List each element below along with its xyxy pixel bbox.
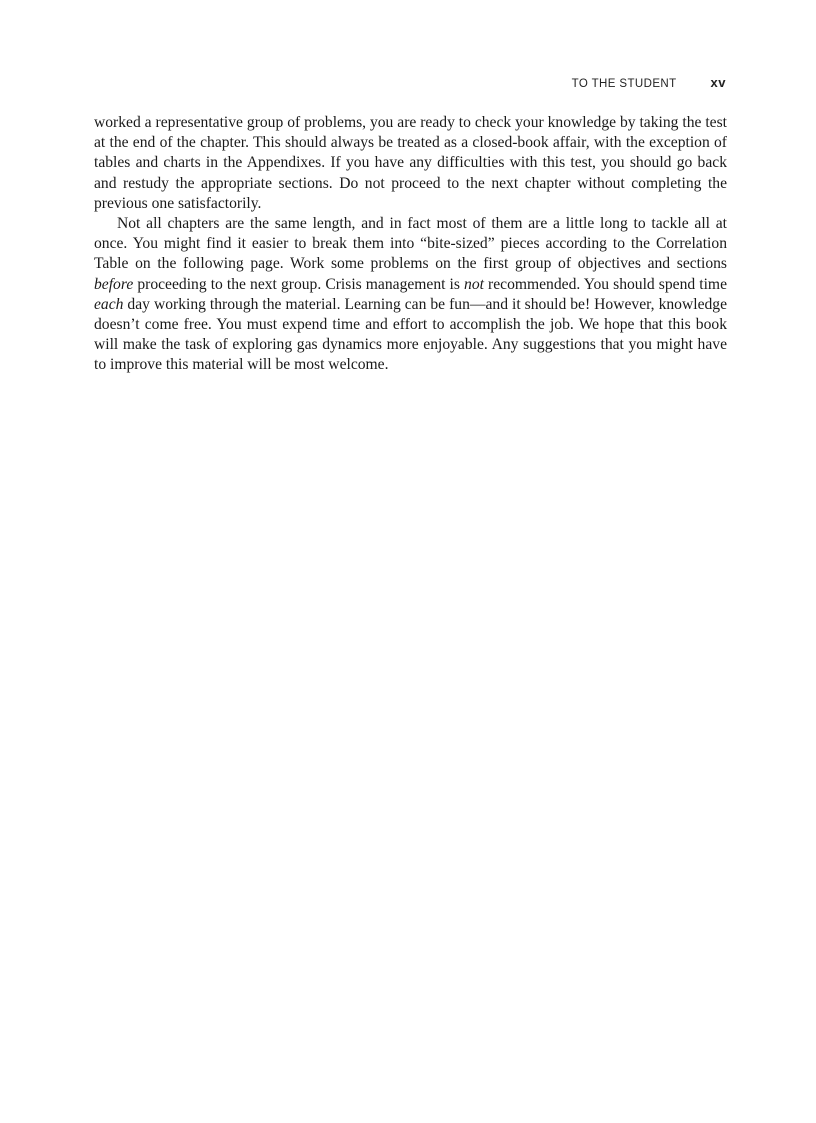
page-number: xv [710,75,726,90]
body-text [94,113,727,376]
paragraph-2-text-1: Not all chapters are the same length, and in fact most of them are a little long to tackle all at once. You might find it easier to break them into “bite-sized” pieces according to the Correlation Table on the following page. Work some problems on the first group of objectives and sections [94,215,727,273]
running-head [572,75,726,90]
paragraph-2-text-3: recommended. You should spend time [483,275,727,293]
emphasis-not: not [464,275,484,293]
emphasis-before: before [94,275,134,293]
paragraph-2-text-4: day working through the material. Learning can be fun—and it should be! However, knowledge doesn’t come free. You must expend time and effort to accomplish the job. We hope that this book will make the task of exploring gas dynamics more enjoyable. Any suggestions that you might have to improve this material will be most welcome. [94,295,727,374]
emphasis-each: each [94,295,124,313]
paragraph-2-text-2: proceeding to the next group. Crisis management is [133,275,465,293]
paragraph-1 [94,113,727,214]
paragraph-1-text: worked a representative group of problems, you are ready to check your knowledge by taking the test at the end of the chapter. This should always be treated as a closed-book affair, with the exception of tables and charts in the Appendixes. If you have any difficulties with this test, you should go back and restudy the appropriate sections. Do not proceed to the next chapter without completing the previous one satisfactorily. [94,114,727,212]
paragraph-2 [94,214,727,376]
running-head-title: TO THE STUDENT [571,78,677,90]
